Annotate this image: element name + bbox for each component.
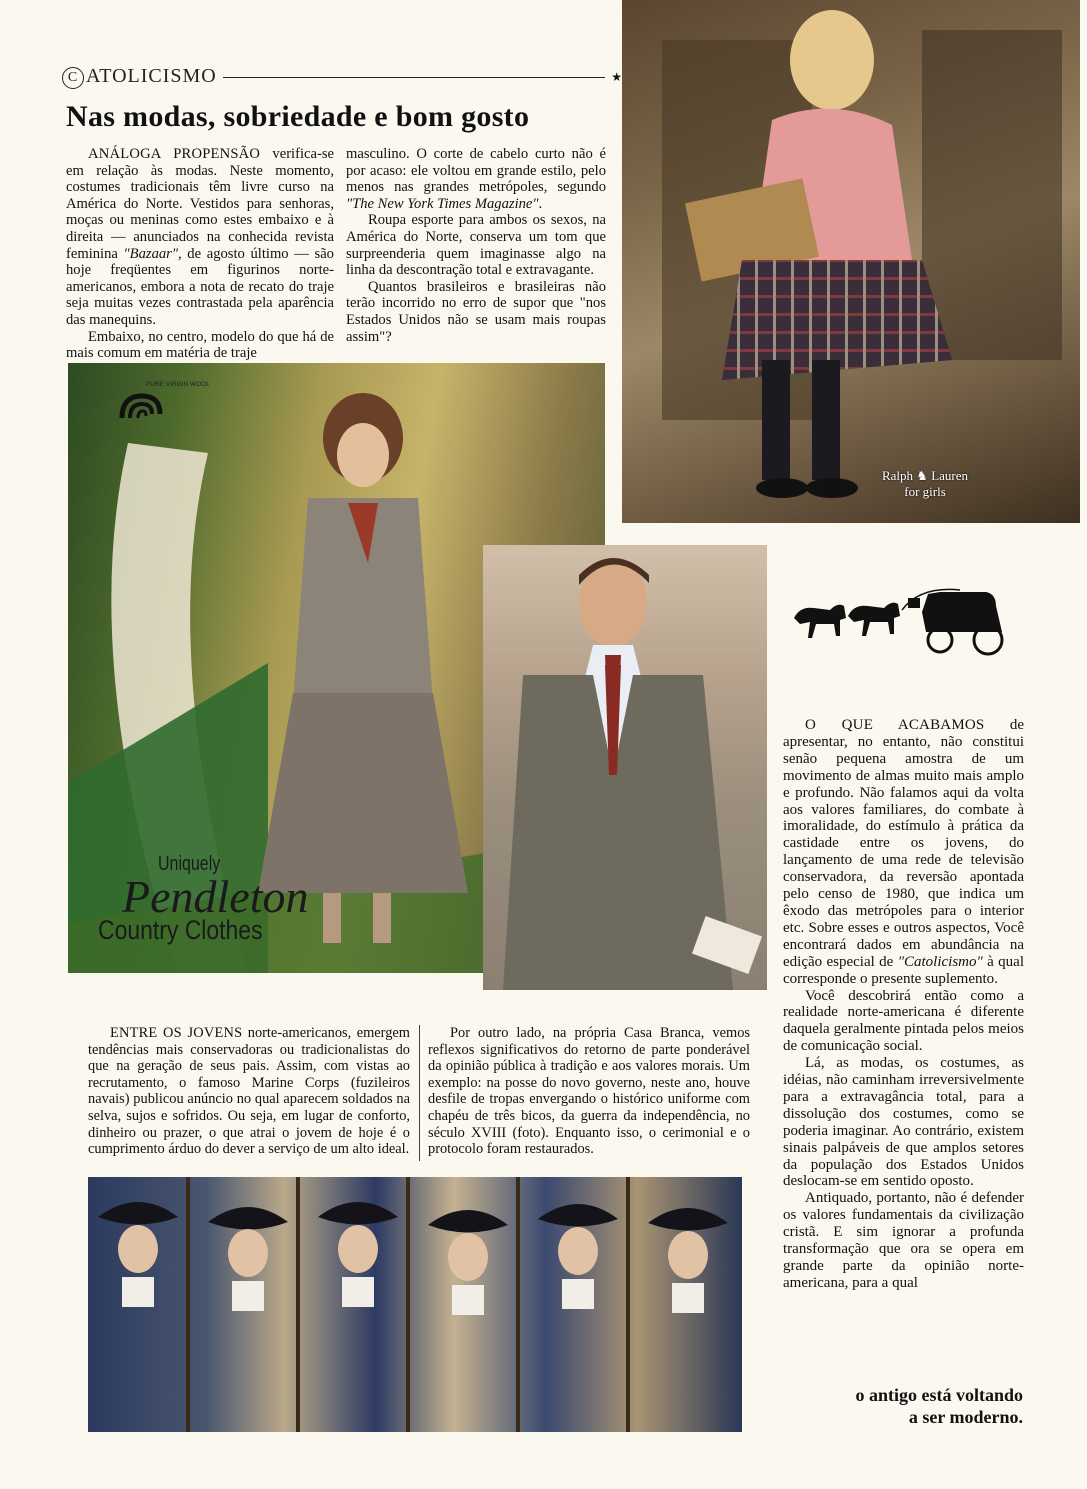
text-run: verifica-se em relação às modas. Neste momento, costumes tradicionais têm livre curso na América do Norte. Vestidos para senhoras, moças ou meninas como estes embaixo e à direita — anunciados na conhecida revista feminina	[66, 146, 334, 262]
text-run: masculino. O corte de cabelo curto não é por acaso: ele voltou em grande estilo, pelo menos nas grandes metrópoles, segundo	[346, 146, 606, 196]
carriage-silhouette	[790, 588, 1025, 658]
product-line: Country Clothes	[98, 915, 263, 945]
uniquely-text: Uniquely	[158, 853, 221, 875]
intro-paragraph-3	[346, 146, 606, 212]
text-run: de apresentar, no entanto, não constitui senão pequena amostra de um movimento de almas muito mais amplo e profundo. Não falamos aqui da volta aos valores familiares, do combate à imoralidade, do estímulo à prática da castidade entre os jovens, do lançamento de uma rede de televisão conservadora, da reversão apontada pelo censo de 1980, que indica um êxodo das metrópoles para o interior etc. Sobre esses e outros aspectos, Você encontrará dados em abundância na edição especial de	[783, 717, 1024, 970]
lead-in: ANÁLOGA PROPENSÃO	[88, 146, 261, 162]
lead-in: O QUE ACABAMOS	[805, 717, 985, 733]
white-house-paragraph: Por outro lado, na própria Casa Branca, vemos reflexos significativos do retorno de parte ponderável da opinião pública à tradição e aos valores morais. Um exemplo: na posse do novo governo, neste ano, houve desfile de tropas envergando o histórico uniforme com chapéu de três bicos, da guerra da independência, no século XVIII (foto). Enquanto isso, o cerimonial e o protocolo foram restaurados.	[428, 1025, 750, 1158]
logo-badge: C	[62, 67, 84, 89]
magazine-title: "Bazaar"	[123, 245, 178, 262]
text-run: norte-americanos, emergem tendências mais conservadoras ou tradicionalistas do que na geração de seus pais. Assim, com vistas ao recrutamento, o famoso Marine Corps (fuzileiros navais) publicou anúncio no qual aparecem soldados na selva, sujos e sofridos. Ou seja, em lugar de conforto, dinheiro ou prazer, o que atrai o jovem de hoje é o cumprimento árduo do dever a serviço de um alto ideal.	[88, 1025, 410, 1158]
girl-reading-illustration	[622, 0, 1080, 523]
text-run: , de agosto último — são hoje freqüentes em figurinos norte-americanos, embora a nota de recato do traje seja muitas vezes contrastada pela aparência das manequins.	[66, 245, 334, 328]
magazine-logo	[62, 65, 217, 88]
page-title: Nas modas, sobriedade e bom gosto	[66, 100, 530, 133]
intro-paragraph-4: Roupa esporte para ambos os sexos, na América do Norte, conserva um tom que surpreenderia quem imaginasse algo na linha da descontração total e extravagante.	[346, 212, 606, 279]
right-column	[783, 717, 1024, 1292]
magazine-title: "The New York Times Magazine"	[346, 195, 539, 212]
man-suit-illustration	[483, 545, 767, 990]
right-paragraph-3: Lá, as modas, os costumes, as idéias, não caminham irreversivelmente para a extravagância total, para a dissolução dos costumes, como se poderia imaginar. Ao contrário, existem sinais palpáveis de que amplos setores da população dos Estados Unidos deslocam-se em sentido oposto.	[783, 1055, 1024, 1190]
text-run: à qual corresponde o presente suplemento.	[783, 953, 1024, 987]
masthead	[62, 62, 622, 92]
intro-column-1	[66, 146, 334, 362]
logo-text: ATOLICISMO	[86, 65, 217, 88]
intro-column-2	[346, 146, 606, 345]
tricorn-soldiers-illustration	[88, 1177, 742, 1432]
brand-name: Pendleton	[122, 871, 309, 922]
ralph-lauren-logo	[865, 468, 985, 500]
logo-subtext: for girls	[904, 484, 946, 499]
lower-column-2	[428, 1025, 750, 1158]
magazine-title: "Catolicismo"	[897, 953, 983, 970]
tagline-line-2: a ser moderno.	[908, 1407, 1023, 1427]
youth-paragraph	[88, 1025, 410, 1158]
column-divider	[419, 1025, 420, 1161]
ralph-lauren-photo	[622, 0, 1080, 523]
closing-tagline	[855, 1384, 1023, 1428]
lead-in: ENTRE OS JOVENS	[110, 1025, 243, 1041]
polo-icon: ♞	[916, 468, 928, 483]
wool-label: PURE VIRGIN WOOL	[146, 381, 210, 388]
intro-paragraph-1	[66, 146, 334, 329]
text-run: .	[538, 195, 543, 212]
right-paragraph-4: Antiquado, portanto, não é defender os valores fundamentais da civilização cristã. E sim ignorar a profunda transformação que ora se opera em grande parte da opinião norte-americana, para a qual	[783, 1190, 1024, 1291]
woolmark-icon	[116, 388, 166, 430]
masthead-rule	[223, 77, 605, 78]
logo-text: Lauren	[931, 468, 969, 483]
logo-text: Ralph	[881, 468, 914, 483]
right-paragraph-1	[783, 717, 1024, 988]
intro-paragraph-2: Embaixo, no centro, modelo do que há de mais comum em matéria de traje	[66, 328, 334, 362]
mens-suit-photo	[483, 545, 767, 990]
wool-logo	[116, 381, 216, 435]
pendleton-wordmark	[98, 853, 358, 946]
soldiers-parade-photo	[88, 1177, 742, 1432]
intro-paragraph-5: Quantos brasileiros e brasileiras não terão incorrido no erro de supor que "nos Estados Unidos não se usam mais roupas assim"?	[346, 278, 606, 345]
star-icon: ★	[611, 69, 622, 84]
right-paragraph-2: Você descobrirá então como a realidade norte-americana é diferente daquela geralmente pintada pelos meios de comunicação social.	[783, 987, 1024, 1055]
lower-column-1	[88, 1025, 410, 1158]
horse-carriage-icon	[790, 588, 1025, 658]
tagline-line-1: o antigo está voltando	[855, 1385, 1023, 1405]
